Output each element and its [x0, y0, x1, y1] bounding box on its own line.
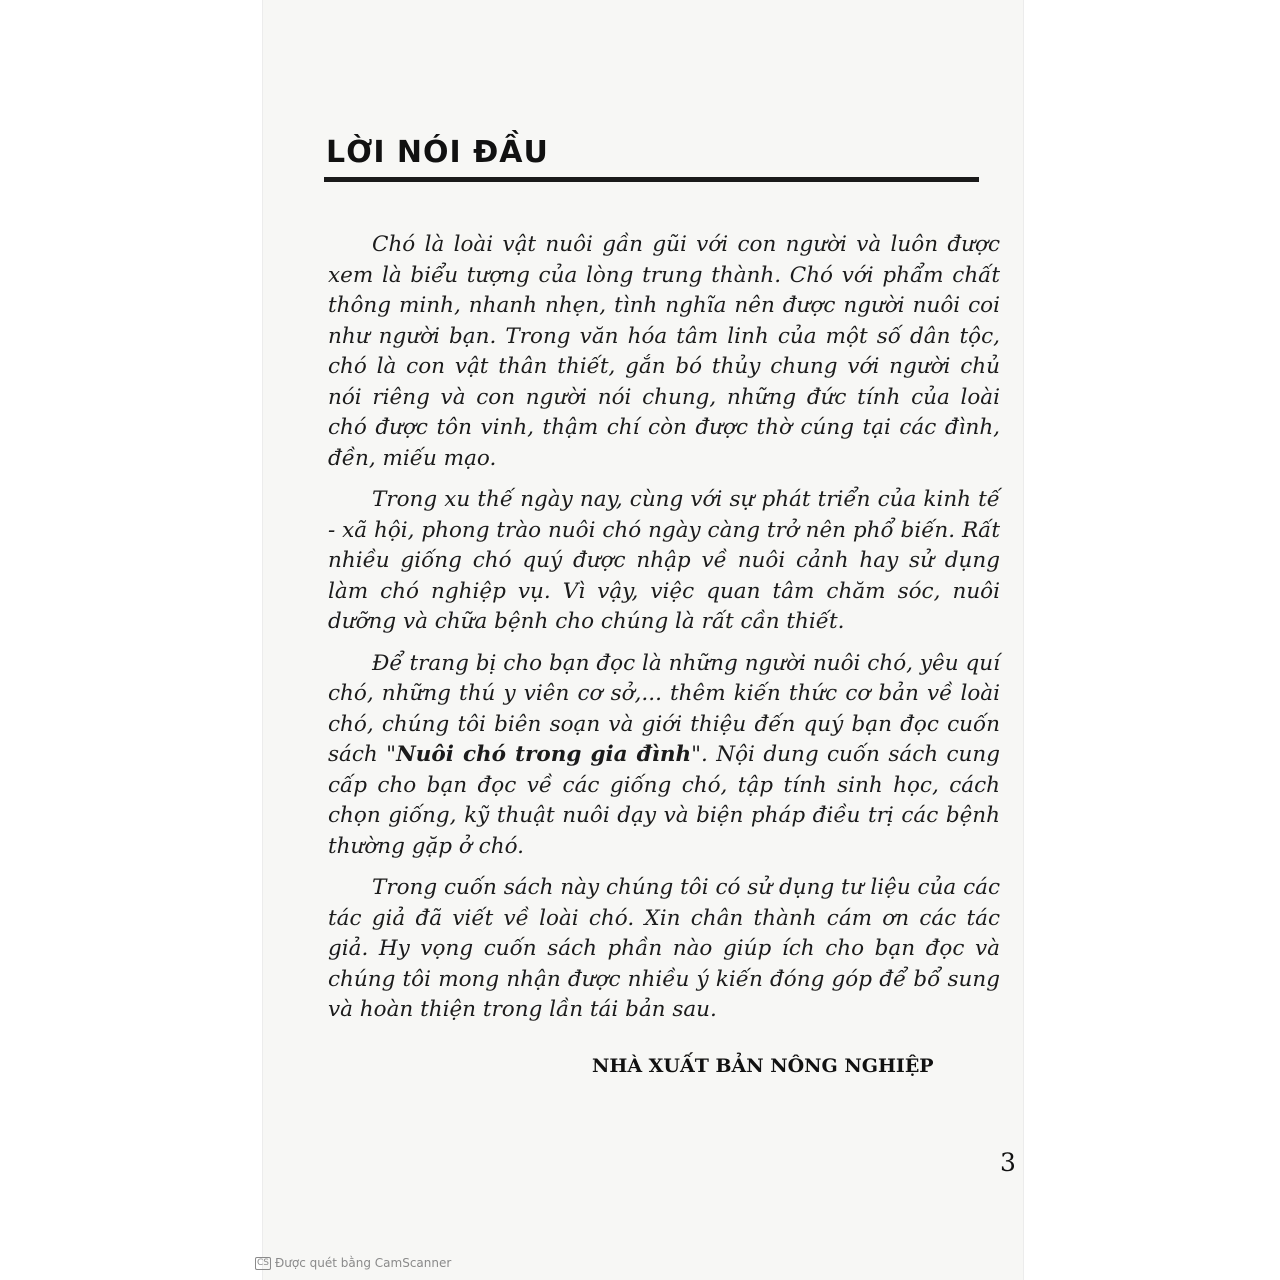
paragraph-3-before: Để trang bị cho bạn đọc là những người nuôi chó, yêu quí chó, những thú y viên cơ sở,... thêm kiến thức cơ bản về loài chó, chúng tôi biên soạn và giới thiệu đến quý bạn đọc cuốn sách "	[328, 650, 1000, 767]
page-title: LỜI NÓI ĐẦU	[326, 135, 549, 170]
paragraph-1: Chó là loài vật nuôi gần gũi với con người và luôn được xem là biểu tượng của lòng trung thành. Chó với phẩm chất thông minh, nhanh nhẹn, tình nghĩa nên được người nuôi coi như người bạn. Trong văn hóa tâm linh của một số dân tộc, chó là con vật thân thiết, gắn bó thủy chung với người chủ nói riêng và con người nói chung, những đức tính của loài chó được tôn vinh, thậm chí còn được thờ cúng tại các đình, đền, miếu mạo.	[328, 232, 1000, 471]
paragraph-2: Trong xu thế ngày nay, cùng với sự phát triển của kinh tế - xã hội, phong trào nuôi chó ngày càng trở nên phổ biến. Rất nhiều giống chó quý được nhập về nuôi cảnh hay sử dụng làm chó nghiệp vụ. Vì vậy, việc quan tâm chăm sóc, nuôi dưỡng và chữa bệnh cho chúng là rất cần thiết.	[328, 487, 1000, 634]
book-title: Nuôi chó trong gia đình	[396, 742, 692, 767]
publisher-signature: NHÀ XUẤT BẢN NÔNG NGHIỆP	[592, 1055, 934, 1077]
paragraph-3	[328, 649, 1000, 863]
heading-divider	[324, 177, 979, 182]
page-number: 3	[1000, 1148, 1016, 1177]
watermark-text: Được quét bằng CamScanner	[275, 1256, 452, 1270]
paragraph-3-after: ". Nội dung cuốn sách cung cấp cho bạn đọc về các giống chó, tập tính sinh học, cách chọn giống, kỹ thuật nuôi dạy và biện pháp điều trị các bệnh thường gặp ở chó.	[328, 742, 1001, 859]
preface-body	[328, 230, 1000, 1037]
camscanner-logo-icon: CS	[257, 1257, 269, 1268]
paragraph-4: Trong cuốn sách này chúng tôi có sử dụng tư liệu của các tác giả đã viết về loài chó. Xin chân thành cám ơn các tác giả. Hy vọng cuốn sách phần nào giúp ích cho bạn đọc và chúng tôi mong nhận được nhiều ý kiến đóng góp để bổ sung và hoàn thiện trong lần tái bản sau.	[328, 875, 1000, 1022]
scanner-watermark	[255, 1256, 451, 1270]
